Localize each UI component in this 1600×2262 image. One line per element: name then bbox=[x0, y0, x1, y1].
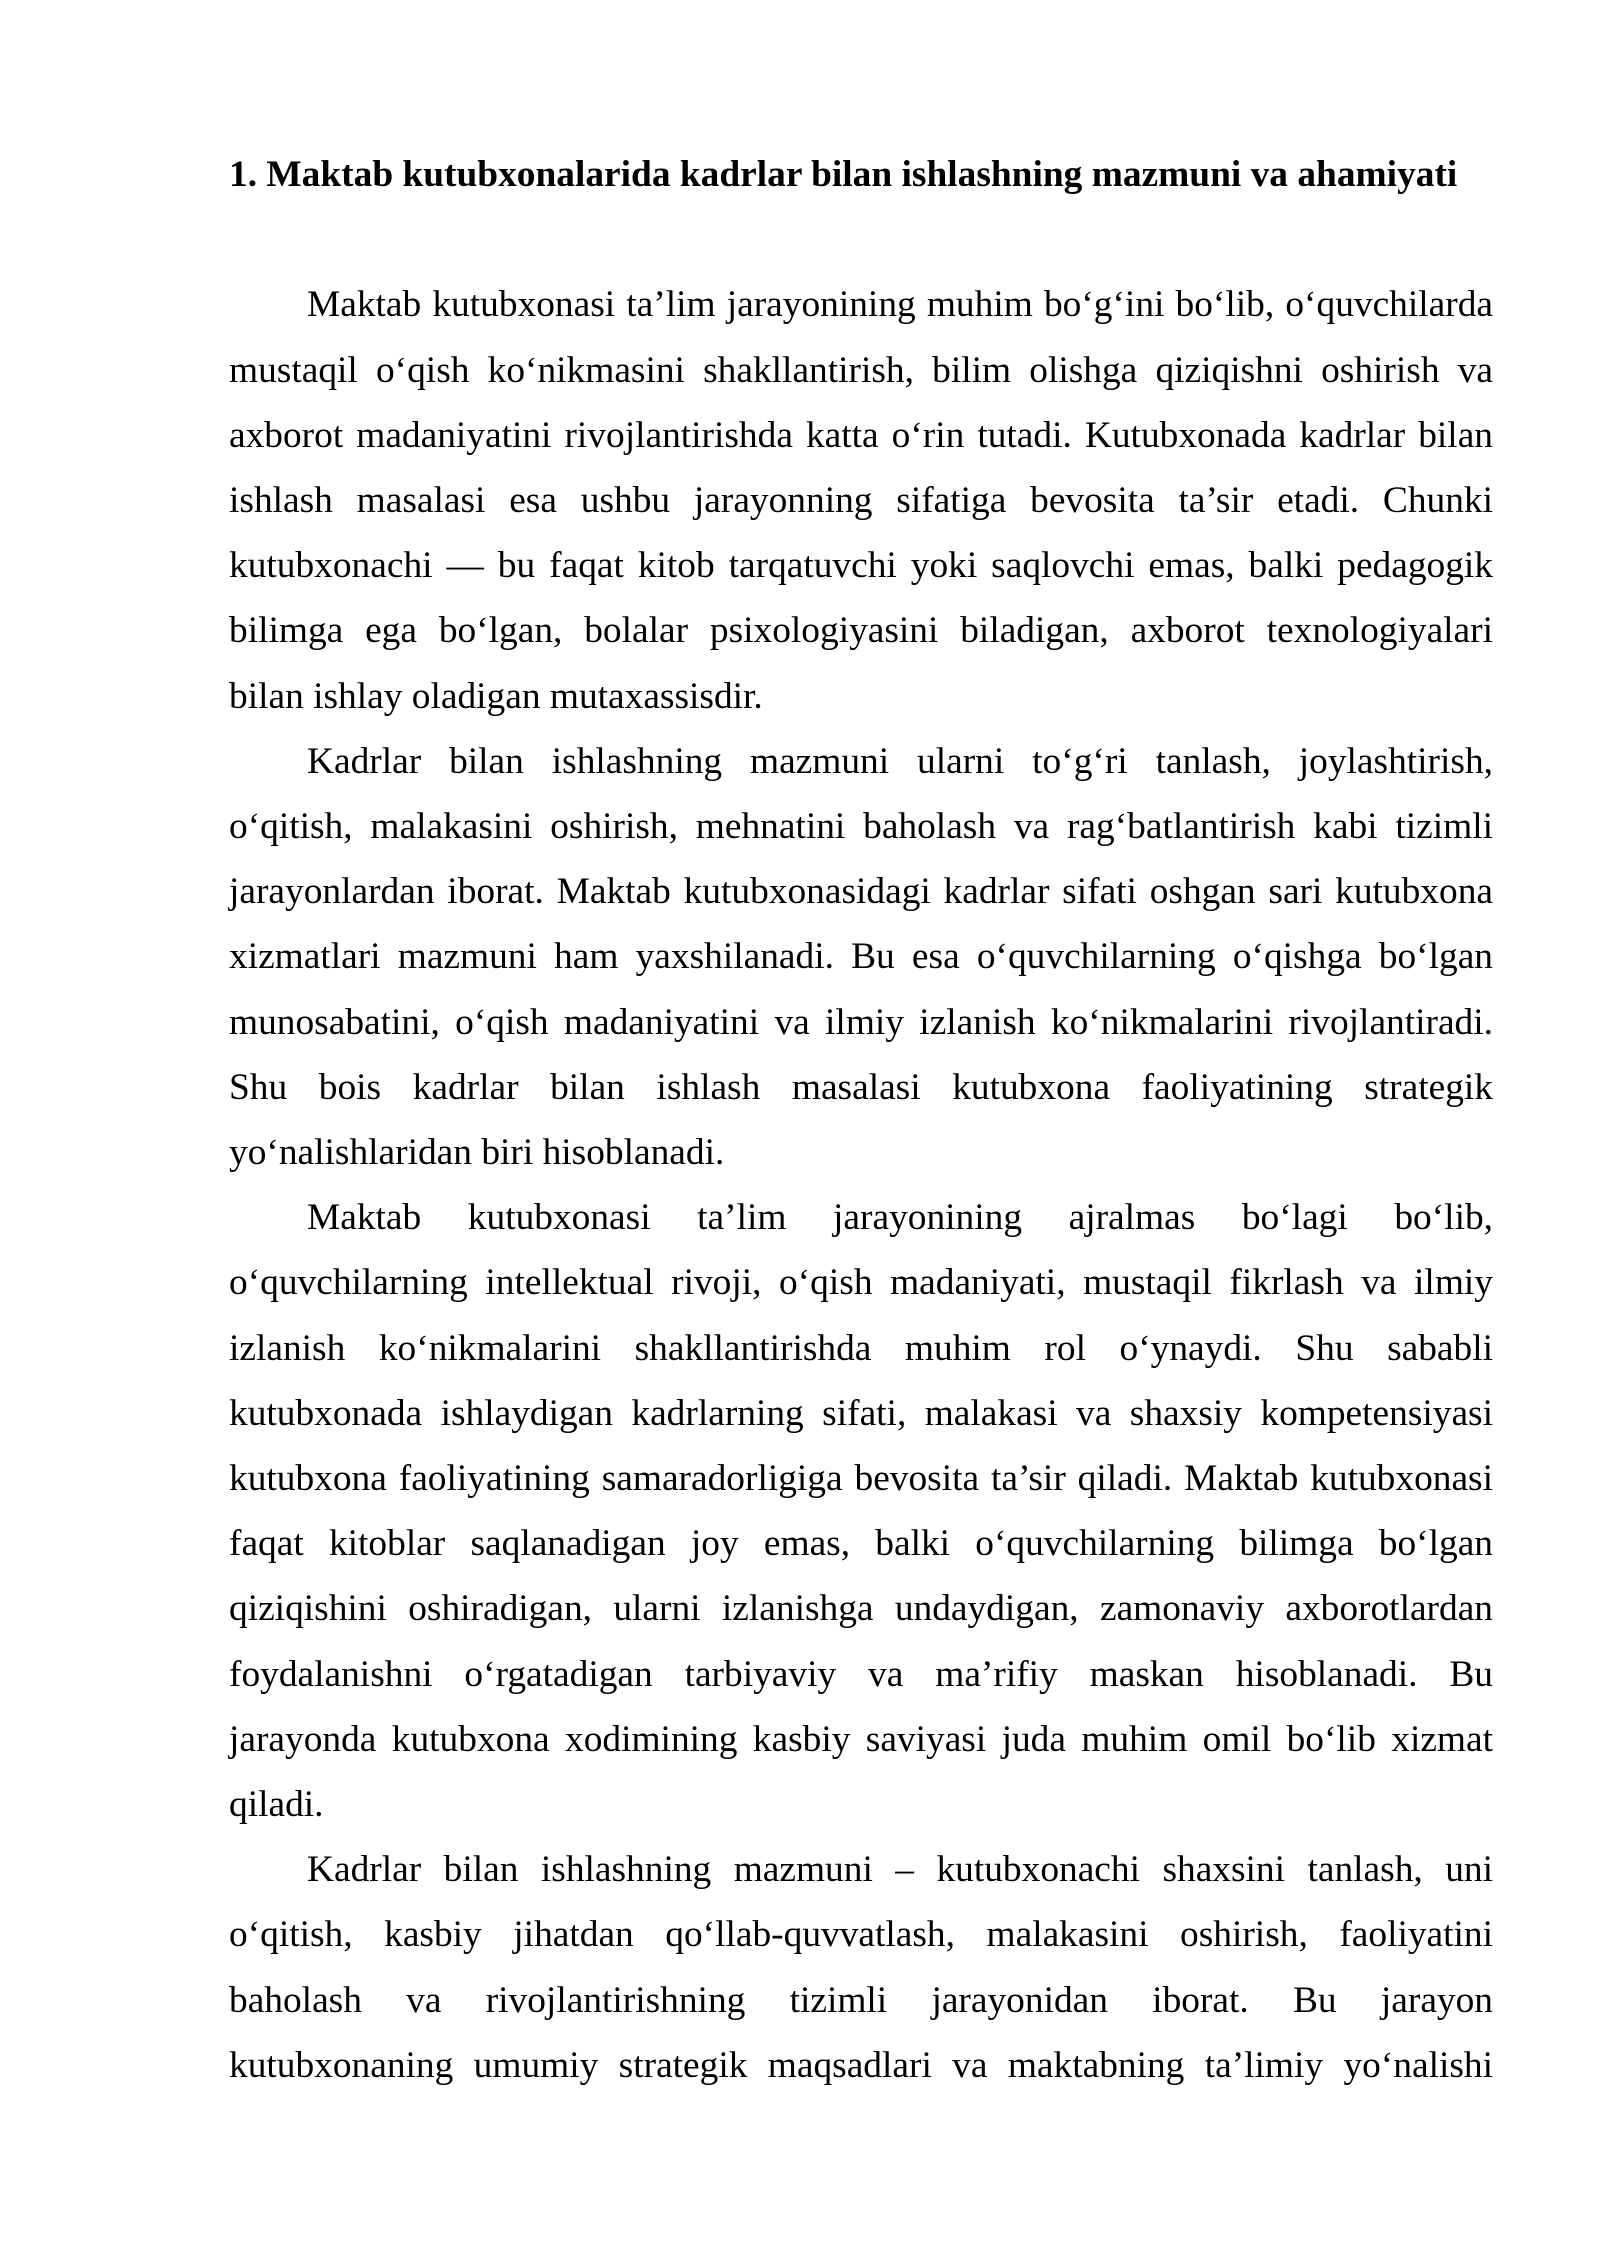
paragraph-line: jarayonda kutubxona xodimining kasbiy saviyasi juda muhim omil bo‘lib xizmat bbox=[229, 1718, 1493, 1760]
paragraph-line: o‘qitish, malakasini oshirish, mehnatini baholash va rag‘batlantirish kabi tizimli bbox=[229, 806, 1493, 848]
section-heading: 1. Maktab kutubxonalarida kadrlar bilan ishlashning mazmuni va ahamiyati bbox=[229, 154, 1458, 195]
paragraph-line: o‘quvchilarning intellektual rivoji, o‘qish madaniyati, mustaqil fikrlash va ilmiy bbox=[229, 1262, 1493, 1304]
paragraph-line: Shu bois kadrlar bilan ishlash masalasi kutubxona faoliyatining strategik bbox=[229, 1066, 1493, 1108]
paragraph-line: yo‘nalishlaridan biri hisoblanadi. bbox=[229, 1132, 725, 1174]
paragraph-line: o‘qitish, kasbiy jihatdan qo‘llab-quvvatlash, malakasini oshirish, faoliyatini bbox=[229, 1914, 1493, 1956]
paragraph bbox=[229, 729, 1493, 1185]
paragraph-line: mustaqil o‘qish ko‘nikmasini shakllantirish, bilim olishga qiziqishni oshirish va bbox=[229, 349, 1493, 391]
paragraph-line: Kadrlar bilan ishlashning mazmuni ularni to‘g‘ri tanlash, joylashtirish, bbox=[307, 740, 1493, 782]
paragraph-line: xizmatlari mazmuni ham yaxshilanadi. Bu esa o‘quvchilarning o‘qishga bo‘lgan bbox=[229, 936, 1493, 978]
paragraph-line: axborot madaniyatini rivojlantirishda katta o‘rin tutadi. Kutubxonada kadrlar bilan bbox=[229, 414, 1493, 456]
paragraph bbox=[229, 1837, 1493, 2098]
paragraph-line: bilan ishlay oladigan mutaxassisdir. bbox=[229, 675, 763, 717]
paragraph-line: izlanish ko‘nikmalarini shakllantirishda muhim rol o‘ynaydi. Shu sababli bbox=[229, 1327, 1493, 1369]
paragraph-line: ishlash masalasi esa ushbu jarayonning sifatiga bevosita ta’sir etadi. Chunki bbox=[229, 480, 1493, 521]
paragraph-line: qiziqishini oshiradigan, ularni izlanishga undaydigan, zamonaviy axborotlardan bbox=[229, 1588, 1493, 1630]
paragraph-line: faqat kitoblar saqlanadigan joy emas, balki o‘quvchilarning bilimga bo‘lgan bbox=[229, 1523, 1493, 1565]
document-body bbox=[229, 142, 1493, 2098]
paragraph bbox=[229, 272, 1493, 728]
paragraph bbox=[229, 1185, 1493, 1837]
paragraph-line: kutubxonaning umumiy strategik maqsadlari va maktabning ta’limiy yo‘nalishi bbox=[229, 2044, 1493, 2086]
paragraph-line: kutubxona faoliyatining samaradorligiga bevosita ta’sir qiladi. Maktab kutubxonasi bbox=[229, 1458, 1493, 1500]
paragraph-line: baholash va rivojlantirishning tizimli jarayonidan iborat. Bu jarayon bbox=[229, 1979, 1493, 2021]
paragraph-line: bilimga ega bo‘lgan, bolalar psixologiyasini biladigan, axborot texnologiyalari bbox=[229, 610, 1493, 652]
paragraph-line: Kadrlar bilan ishlashning mazmuni – kutubxonachi shaxsini tanlash, uni bbox=[307, 1849, 1493, 1891]
paragraph-line: Maktab kutubxonasi ta’lim jarayonining muhim bo‘g‘ini bo‘lib, o‘quvchilarda bbox=[307, 284, 1493, 326]
paragraph-line: foydalanishni o‘rgatadigan tarbiyaviy va ma’rifiy maskan hisoblanadi. Bu bbox=[229, 1653, 1493, 1695]
paragraph-line: jarayonlardan iborat. Maktab kutubxonasidagi kadrlar sifati oshgan sari kutubxona bbox=[229, 871, 1493, 913]
paragraph-line: Maktab kutubxonasi ta’lim jarayonining ajralmas bo‘lagi bo‘lib, bbox=[307, 1197, 1493, 1239]
paragraph-line: qiladi. bbox=[229, 1784, 324, 1826]
paragraph-line: munosabatini, o‘qish madaniyatini va ilmiy izlanish ko‘nikmalarini rivojlantiradi. bbox=[229, 1001, 1493, 1043]
paragraph-line: kutubxonachi — bu faqat kitob tarqatuvchi yoki saqlovchi emas, balki pedagogik bbox=[229, 545, 1493, 587]
paragraph-line: kutubxonada ishlaydigan kadrlarning sifati, malakasi va shaxsiy kompetensiyasi bbox=[229, 1392, 1493, 1434]
